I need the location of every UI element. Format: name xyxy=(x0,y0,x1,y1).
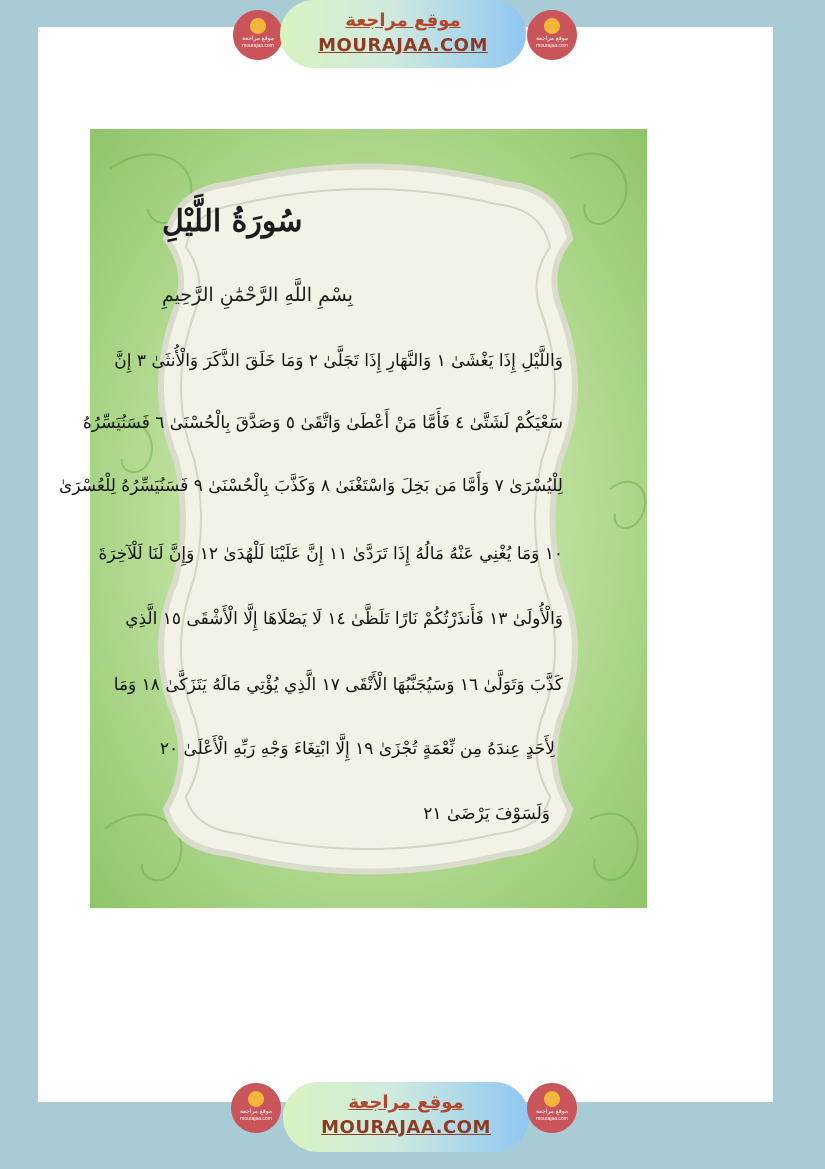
logo-icon xyxy=(248,1091,264,1107)
scalloped-frame xyxy=(59,167,575,872)
verse-line-8: وَلَسَوْفَ يَرْضَىٰ ٢١ xyxy=(423,804,550,824)
site-name-ar[interactable]: موقع مراجعة xyxy=(348,1092,464,1113)
verse-line-4: ١٠ وَمَا يُغْنِي عَنْهُ مَالُهُ إِذَا تَرَدَّىٰ ١١ إِنَّ عَلَيْنَا لَلْهُدَىٰ ١٢ وَإِنَّ لَنَا لَلْآخِرَةَ xyxy=(98,544,563,564)
site-logo-badge[interactable]: موقع مراجعة mourajaa.com xyxy=(231,1083,281,1133)
site-name-ar[interactable]: موقع مراجعة xyxy=(345,10,461,31)
site-logo-badge[interactable]: موقع مراجعة mourajaa.com xyxy=(527,1083,577,1133)
verse-line-2: سَعْيَكُمْ لَشَتَّىٰ ٤ فَأَمَّا مَنْ أَعْطَىٰ وَاتَّقَىٰ ٥ وَصَدَّقَ بِالْحُسْنَىٰ ٦ فَسَنُيَسِّرُهُ xyxy=(82,413,563,433)
verse-line-6: كَذَّبَ وَتَوَلَّىٰ ١٦ وَسَيُجَنَّبُهَا الْأَتْقَى ١٧ الَّذِي يُؤْتِي مَالَهُ يَتَزَكَّىٰ ١٨ وَمَا xyxy=(113,675,563,695)
basmala: بِسْمِ اللَّهِ الرَّحْمَٰنِ الرَّحِيمِ xyxy=(162,284,353,306)
site-logo-badge[interactable]: موقع مراجعة mourajaa.com xyxy=(527,10,577,60)
header-banner xyxy=(0,0,825,80)
verse-line-1: وَاللَّيْلِ إِذَا يَغْشَىٰ ١ وَالنَّهَارِ إِذَا تَجَلَّىٰ ٢ وَمَا خَلَقَ الذَّكَرَ وَالْأُنثَىٰ ٣ إِنَّ xyxy=(114,351,563,371)
verse-line-7: لِأَحَدٍ عِندَهُ مِن نِّعْمَةٍ تُجْزَىٰ ١٩ إِلَّا ابْتِغَاءَ وَجْهِ رَبِّهِ الْأَعْلَىٰ ٢٠ xyxy=(159,739,555,759)
verse-line-5: وَالْأُولَىٰ ١٣ فَأَنذَرْتُكُمْ نَارًا تَلَظَّىٰ ١٤ لَا يَصْلَاهَا إِلَّا الْأَشْقَى ١٥ الَّذِي xyxy=(125,609,563,629)
site-domain[interactable]: MOURAJAA.COM xyxy=(318,35,488,56)
surah-image xyxy=(59,129,647,908)
footer-banner xyxy=(0,1080,825,1160)
logo-icon xyxy=(544,1091,560,1107)
site-link-pill[interactable] xyxy=(280,0,526,68)
verse-line-3: لِلْيُسْرَىٰ ٧ وَأَمَّا مَن بَخِلَ وَاسْتَغْنَىٰ ٨ وَكَذَّبَ بِالْحُسْنَىٰ ٩ فَسَنُيَسِّرُهُ لِلْعُسْرَىٰ xyxy=(59,476,563,496)
site-domain[interactable]: MOURAJAA.COM xyxy=(321,1117,491,1138)
decorative-swirls xyxy=(59,129,647,908)
logo-icon xyxy=(250,18,266,34)
site-link-pill[interactable] xyxy=(283,1082,529,1152)
surah-title: سُورَةُ اللَّيْلِ xyxy=(162,204,303,239)
site-logo-badge[interactable]: موقع مراجعة mourajaa.com xyxy=(233,10,283,60)
logo-icon xyxy=(544,18,560,34)
